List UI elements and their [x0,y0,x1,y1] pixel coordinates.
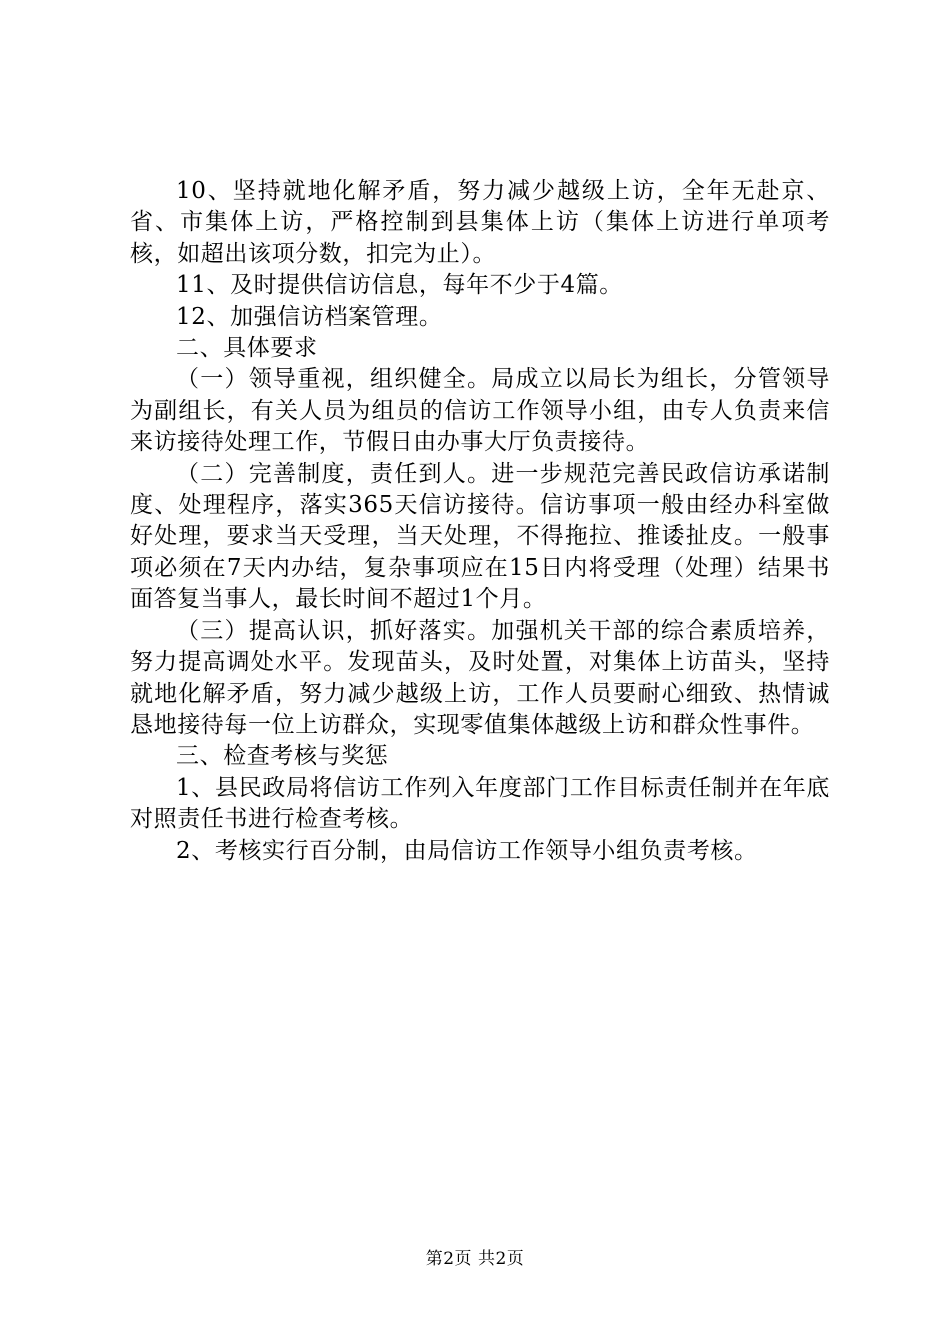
document-body [130,176,830,867]
section-heading-inspection: 三、检查考核与奖惩 [176,743,389,770]
paragraph-item-12: 12、加强信访档案管理。 [176,303,443,330]
paragraph-subitem-3: （三）提高认识，抓好落实。加强机关干部的综合素质培养，努力提高调处水平。发现苗头，及时处置，对集体上访苗头，坚持就地化解矛盾，努力减少越级上访，工作人员要耐心细致、热情诚恳地接待每一位上访群众，实现零值集体越级上访和群众性事件。 [130,617,830,738]
paragraph-item-11: 11、及时提供信访信息，每年不少于4篇。 [176,272,623,299]
paragraph-item-10: 10、坚持就地化解矛盾，努力减少越级上访，全年无赴京、省、市集体上访，严格控制到县集体上访（集体上访进行单项考核，如超出该项分数，扣完为止）。 [130,178,830,267]
paragraph-inspection-2: 2、考核实行百分制，由局信访工作领导小组负责考核。 [176,837,758,864]
paragraph-subitem-1: （一）领导重视，组织健全。局成立以局长为组长，分管领导为副组长，有关人员为组员的信访工作领导小组，由专人负责来信来访接待处理工作，节假日由办事大厅负责接待。 [130,366,830,456]
paragraph-inspection-1: 1、县民政局将信访工作列入年度部门工作目标责任制并在年底对照责任书进行检查考核。 [130,774,830,833]
section-heading-requirements: 二、具体要求 [176,335,318,362]
page-footer: 第2页 共2页 [425,1249,525,1269]
paragraph-subitem-2: （二）完善制度，责任到人。进一步规范完善民政信访承诺制度、处理程序，落实365天信访接待。信访事项一般由经办科室做好处理，要求当天受理，当天处理，不得拖拉、推诿扯皮。一般事项必须在7天内办结，复杂事项应在15日内将受理（处理）结果书面答复当事人，最长时间不超过1个月。 [130,460,830,613]
